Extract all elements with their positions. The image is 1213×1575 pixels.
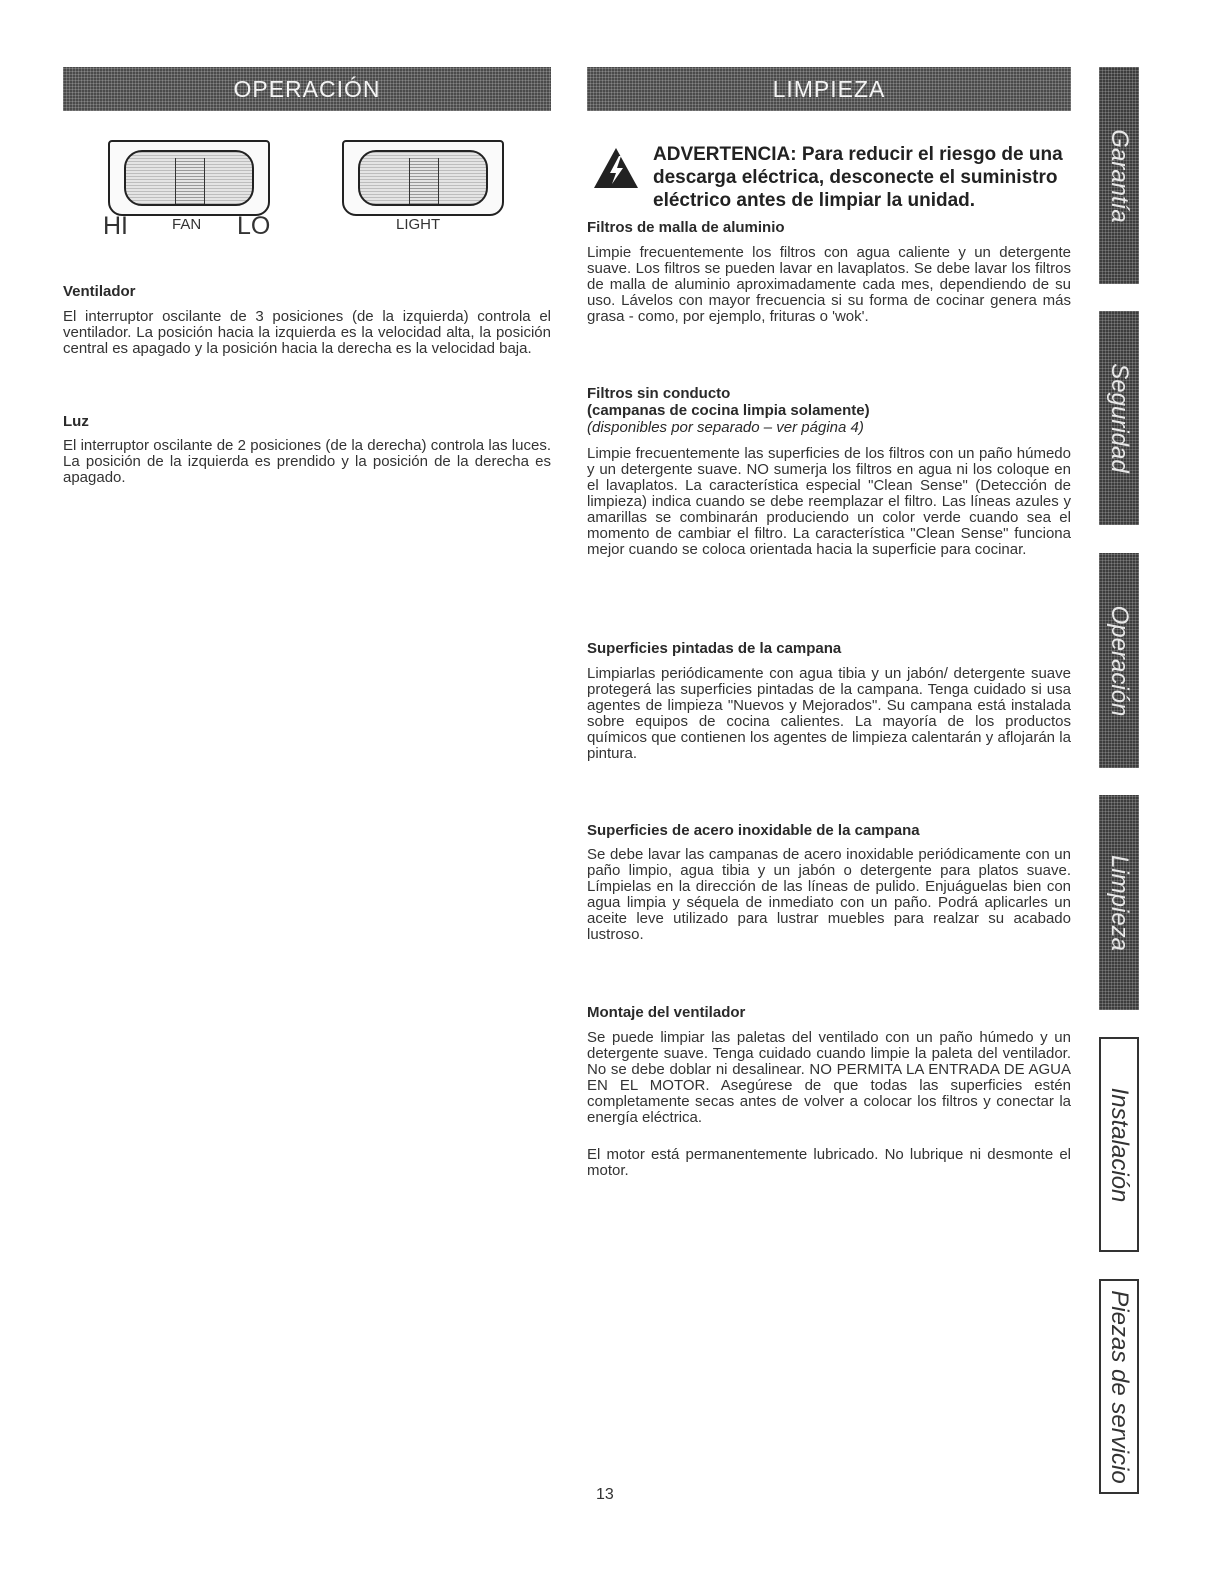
side-tab-operacion-label: Operación: [1106, 605, 1133, 716]
side-tab-piezas-de-servicio: [1099, 1279, 1139, 1494]
filtros-sin-heading: [587, 385, 1071, 436]
electrical-hazard-warning-icon: [592, 146, 640, 190]
side-tab-operacion: [1099, 553, 1139, 768]
filtros-malla-heading: Filtros de malla de aluminio: [587, 219, 785, 236]
side-tab-limpieza: [1099, 795, 1139, 1010]
fan-switch-illustration: [108, 140, 270, 216]
light-switch-illustration: [342, 140, 504, 216]
side-tab-garantia: [1099, 67, 1139, 284]
operacion-banner: [63, 67, 551, 111]
side-tab-limpieza-label: Limpieza: [1106, 854, 1133, 951]
filtros-sin-heading-line-2: (campanas de cocina limpia solamente): [587, 402, 870, 419]
filtros-sin-heading-line-1: Filtros sin conducto: [587, 385, 731, 402]
montaje-text-2: El motor está permanentemente lubricado. No lubrique ni desmonte el motor.: [587, 1146, 1071, 1179]
page-number: 13: [596, 1486, 614, 1503]
luz-heading: Luz: [63, 413, 89, 430]
fan-label: FAN: [172, 216, 202, 233]
operacion-banner-title: OPERACIÓN: [233, 75, 381, 102]
pintadas-heading: Superficies pintadas de la campana: [587, 640, 842, 657]
side-tab-piezas-label: Piezas de servicio: [1106, 1289, 1133, 1484]
ventilador-text: El interruptor oscilante de 3 posiciones (de la izquierda) controla el ventilador. La posición hacia la izquierda es la velocidad alta, la posición central es apagado y la posición hacia la derecha es la velocidad baja.: [63, 308, 551, 357]
ventilador-heading: Ventilador: [63, 283, 136, 300]
electrical-warning: ADVERTENCIA: Para reducir el riesgo de una descarga eléctrica, desconecte el suministro eléctrico antes de limpiar la unidad.: [653, 144, 1063, 211]
acero-text: Se debe lavar las campanas de acero inoxidable periódicamente con un paño limpio, agua tibia y un jabón o detergente para platos suave. Límpielas en la dirección de las líneas de pulido. Enjuáguelas bien con agua limpia y séquela de inmediato con un paño. Podrá aplicarles un aceite leve utilizado para lustrar muebles para realzar su acabado lustroso.: [587, 846, 1071, 943]
side-tab-seguridad-label: Seguridad: [1106, 363, 1133, 473]
side-tab-instalacion-label: Instalación: [1106, 1087, 1133, 1202]
lo-label: LO: [237, 212, 271, 240]
pintadas-text: Limpiarlas periódicamente con agua tibia y un jabón/ detergente suave protegerá las superficies pintadas de la campana. Tenga cuidado si usa agentes de limpieza "Nuevos y Mejorados". Su campana está instalada sobre equipos de cocina calientes. La mayoría de los productos químicos que contienen los agentes de limpieza calentarán y aflojarán la pintura.: [587, 665, 1071, 762]
light-label: LIGHT: [396, 216, 441, 233]
side-tab-garantia-label: Garantía: [1106, 128, 1133, 223]
limpieza-banner: [587, 67, 1071, 111]
hi-label: HI: [103, 212, 128, 240]
filtros-sin-text: Limpie frecuentemente las superficies de los filtros con un paño húmedo y un detergente suave. NO sumerja los filtros en agua ni los coloque en el lavaplatos. La característica especial "Clean Sense" (Detección de limpieza) indica cuando se debe reemplazar el filtro. Las líneas azules y amarillas se combinarán produciendo un color verde cuando sea el momento de cambiar el filtro. La característica "Clean Sense" funciona mejor cuando se coloca orientada hacia la superficie para cocinar.: [587, 445, 1071, 558]
luz-text: El interruptor oscilante de 2 posiciones (de la derecha) controla las luces. La posición de la izquierda es prendido y la posición de la derecha es apagado.: [63, 437, 551, 486]
side-tab-seguridad: [1099, 311, 1139, 525]
acero-heading: Superficies de acero inoxidable de la campana: [587, 822, 920, 839]
montaje-heading: Montaje del ventilador: [587, 1004, 746, 1021]
montaje-text-1: Se puede limpiar las paletas del ventilado con un paño húmedo y un detergente suave. Tenga cuidado cuando limpie la paleta del ventilador. No se debe doblar ni desalinear. NO PERMITA LA ENTRADA DE AGUA EN EL MOTOR. Asegúrese de que todas las superficies estén completamente secas antes de volver a colocar los filtros y conectar la energía eléctrica.: [587, 1029, 1071, 1126]
filtros-malla-text: Limpie frecuentemente los filtros con agua caliente y un detergente suave. Los filtros se pueden lavar en lavaplatos. Se debe lavar los filtros de malla de aluminio aproximadamente cada mes, dependiendo de su uso. Lávelos con mayor frecuencia si su forma de cocinar genera más grasa - como, por ejemplo, frituras o 'wok'.: [587, 244, 1071, 325]
limpieza-banner-title: LIMPIEZA: [772, 75, 886, 102]
side-tab-instalacion: [1099, 1037, 1139, 1252]
filtros-sin-heading-line-3: (disponibles por separado – ver página 4): [587, 419, 864, 436]
